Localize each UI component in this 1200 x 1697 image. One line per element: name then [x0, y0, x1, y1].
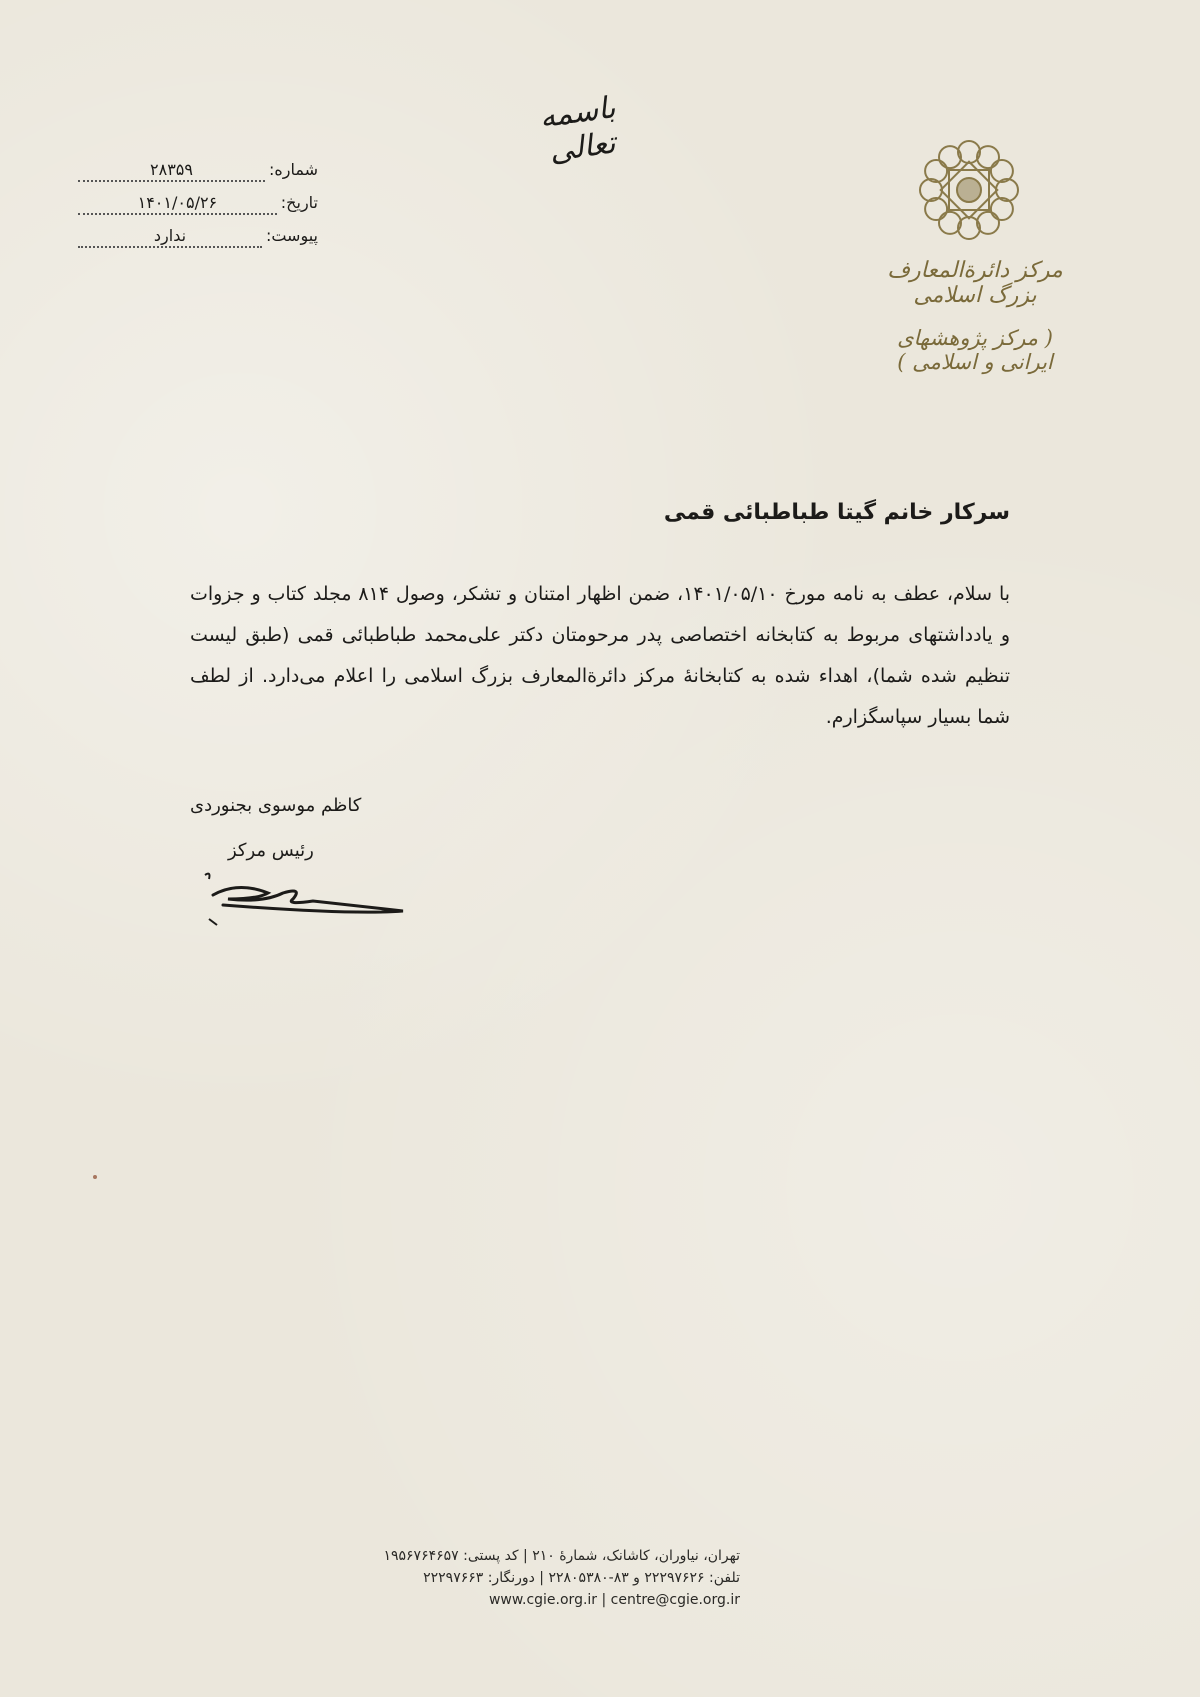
basmala: باسمه تعالی — [537, 90, 618, 170]
paper-speck — [93, 1175, 97, 1179]
attachment-label: پیوست: — [265, 226, 318, 245]
emblem-icon — [914, 135, 1024, 245]
organization-name: مرکز دائرة‌المعارف بزرگ اسلامی — [887, 258, 1063, 308]
number-label: شماره: — [268, 160, 318, 179]
date-label: تاریخ: — [280, 193, 318, 212]
number-value: ۲۸۳۵۹ — [78, 160, 265, 182]
letter-body: با سلام، عطف به نامه مورخ ۱۴۰۱/۰۵/۱۰، ضمن اظهار امتنان و تشکر، وصول ۸۱۴ مجلد کتاب و جزوات و یادداشتهای مربوط به کتابخانه اختصاصی پدر مرحومتان دکتر علی‌محمد طباطبائی قمی (طبق لیست تنظیم شده شما)، اهداء شده به کتابخانهٔ مرکز دائرة‌المعارف بزرگ اسلامی را اعلام می‌دارد. از لطف شما بسیار سپاسگزارم. — [190, 583, 1011, 728]
date-row — [78, 193, 318, 226]
number-row — [78, 160, 318, 193]
organization-subtitle: ( مرکز پژوهشهای ایرانی و اسلامی ) — [897, 326, 1053, 374]
attachment-value: ندارد — [78, 226, 262, 248]
letter-meta — [78, 160, 318, 259]
signer-name: کاظم موسوی بجنوردی — [190, 795, 362, 816]
signer-title: رئیس مرکز — [228, 840, 314, 861]
footer-address: تهران، نیاوران، کاشانک، شمارهٔ ۲۱۰ | کد پستی: ۱۹۵۶۷۶۴۶۵۷ — [383, 1548, 740, 1564]
attachment-row — [78, 226, 318, 259]
recipient: سرکار خانم گیتا طباطبائی قمی — [663, 500, 1010, 525]
footer-web[interactable]: www.cgie.org.ir | centre@cgie.org.ir — [488, 1592, 740, 1608]
handwritten-signature — [195, 855, 415, 935]
date-value: ۱۴۰۱/۰۵/۲۶ — [78, 193, 277, 215]
footer-phones: تلفن: ۲۲۲۹۷۶۲۶ و ۸۳-۲۲۸۰۵۳۸۰ | دورنگار: ۲۲۲۹۷۶۶۳ — [423, 1570, 740, 1586]
organization-logo — [870, 258, 1080, 374]
footer — [380, 1545, 740, 1611]
